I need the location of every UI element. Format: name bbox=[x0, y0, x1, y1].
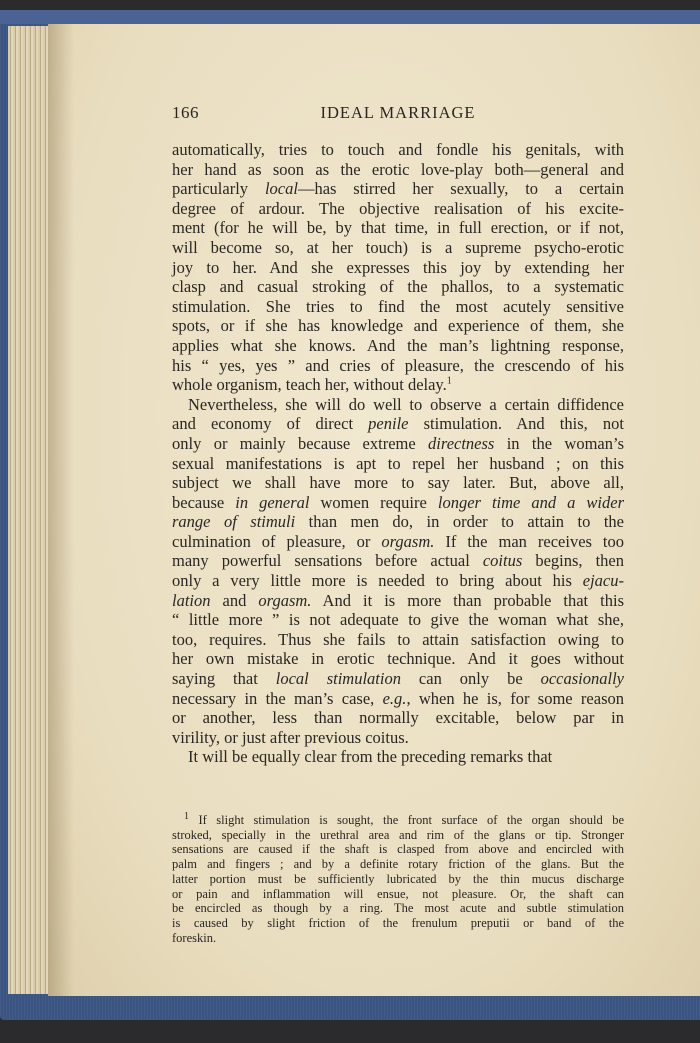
text-span: or pain and inflammation will ensue, not pleasure. Or, the shaft can bbox=[172, 886, 624, 901]
footnote-line bbox=[172, 828, 624, 843]
footnote-marker: 1 bbox=[446, 375, 452, 387]
text-span: can only be bbox=[400, 669, 541, 689]
italic-text: penile bbox=[368, 414, 409, 434]
text-span: only or mainly because extreme bbox=[172, 433, 429, 453]
italic-text: orgasm. bbox=[258, 590, 312, 610]
text-span: women require bbox=[309, 492, 438, 512]
body-line bbox=[172, 395, 624, 415]
body-text bbox=[172, 140, 624, 767]
text-span: clasp and casual stroking of the phallos, to a systematic bbox=[172, 277, 624, 297]
text-span: ment (for he will be, by that time, in full erection, or if not, bbox=[172, 218, 624, 238]
text-span: only a very little more is needed to bring about his bbox=[172, 571, 583, 591]
page-header bbox=[172, 103, 624, 127]
body-line bbox=[172, 747, 624, 767]
page-number: 166 bbox=[172, 103, 199, 122]
body-line bbox=[172, 591, 624, 611]
text-span: palm and fingers ; and by a definite rotary friction of the glans. But the bbox=[172, 857, 624, 872]
body-line bbox=[172, 277, 624, 297]
body-line bbox=[172, 356, 624, 376]
italic-text: occasionally bbox=[540, 669, 625, 689]
footnote-line bbox=[172, 887, 624, 902]
body-line bbox=[172, 669, 624, 689]
text-span: whole organism, teach her, without delay. bbox=[172, 375, 447, 395]
italic-text: in general bbox=[235, 492, 310, 512]
text-span: is caused by slight friction of the frenulum preputii or band of the bbox=[172, 915, 624, 930]
footnotes bbox=[172, 810, 624, 945]
text-span: and economy of direct bbox=[172, 414, 369, 434]
text-span: her hand as soon as the erotic love-play both—general and bbox=[172, 159, 624, 179]
text-span: sensations are caused if the shaft is clasped from above and encircled with bbox=[172, 842, 624, 857]
body-line bbox=[172, 493, 624, 513]
text-span: applies what she knows. And the man’s lightning response, bbox=[172, 335, 624, 355]
text-span: latter portion must be sufficiently lubricated by the thin mucus discharge bbox=[172, 871, 624, 886]
text-span: particularly bbox=[172, 179, 265, 199]
body-line bbox=[172, 532, 624, 552]
text-span: culmination of pleasure, or bbox=[172, 531, 382, 551]
text-span: than men do, in order to attain to the bbox=[295, 512, 624, 532]
italic-text: lation bbox=[172, 590, 211, 610]
text-span: and bbox=[210, 590, 259, 610]
footnote-line bbox=[172, 810, 624, 828]
italic-text: longer time and a wider bbox=[437, 492, 624, 512]
text-span: be encircled as though by a ring. The most acute and subtle stimulation bbox=[172, 901, 624, 916]
footnote-line bbox=[172, 901, 624, 916]
text-span: too, requires. Thus she fails to attain satisfaction owing to bbox=[172, 629, 624, 649]
text-span: foreskin. bbox=[172, 930, 217, 945]
text-span: If slight stimulation is sought, the front surface of the organ should be bbox=[189, 813, 624, 827]
text-span: automatically, tries to touch and fondle his genitals, with bbox=[172, 140, 624, 159]
body-line bbox=[172, 414, 624, 434]
text-span: And it is more than probable that this bbox=[311, 590, 624, 610]
text-span: “ little more ” is not adequate to give the woman what she, bbox=[172, 610, 624, 630]
footnote-line bbox=[172, 857, 624, 872]
text-span: If the man receives too bbox=[434, 531, 625, 551]
body-line bbox=[172, 571, 624, 591]
text-span: in the woman’s bbox=[494, 433, 624, 453]
text-span: degree of ardour. The objective realisation of his excite- bbox=[172, 198, 624, 218]
body-line bbox=[172, 238, 624, 258]
italic-text: local bbox=[264, 179, 298, 199]
italic-text: orgasm. bbox=[381, 531, 435, 551]
page-edges bbox=[8, 26, 52, 994]
body-line bbox=[172, 375, 624, 395]
footnote-line bbox=[172, 916, 624, 931]
body-line bbox=[172, 140, 624, 160]
body-line bbox=[172, 160, 624, 180]
text-span: will become so, at her touch) is a supreme psycho-erotic bbox=[172, 237, 624, 257]
body-line bbox=[172, 179, 624, 199]
text-span: necessary in the man’s case, bbox=[172, 688, 383, 708]
text-span: many powerful sensations before actual bbox=[172, 551, 483, 571]
body-line bbox=[172, 316, 624, 336]
text-span: his “ yes, yes ” and cries of pleasure, the crescendo of his bbox=[172, 355, 624, 375]
text-span: It will be equally clear from the preceding remarks that bbox=[188, 747, 553, 767]
text-span: spots, or if she has knowledge and experience of them, she bbox=[172, 316, 624, 336]
body-line bbox=[172, 728, 624, 748]
text-span: virility, or just after previous coitus. bbox=[172, 727, 409, 747]
text-span: joy to her. And she expresses this joy by extending her bbox=[172, 257, 624, 277]
text-span: stimulation. And this, not bbox=[408, 414, 624, 434]
text-span: begins, then bbox=[522, 551, 624, 571]
text-span: or another, less than normally excitable, below par in bbox=[172, 708, 624, 728]
footnote-line bbox=[172, 931, 624, 946]
running-head: IDEAL MARRIAGE bbox=[320, 103, 476, 122]
body-line bbox=[172, 454, 624, 474]
book-cover-top-edge bbox=[0, 10, 700, 24]
body-line bbox=[172, 630, 624, 650]
text-span: stimulation. She tries to find the most acutely sensitive bbox=[172, 296, 624, 316]
text-span: sexual manifestations is apt to repel her husband ; on this bbox=[172, 453, 624, 473]
body-line bbox=[172, 689, 624, 709]
italic-text: directness bbox=[428, 433, 495, 453]
body-line bbox=[172, 199, 624, 219]
footnote-line bbox=[172, 872, 624, 887]
text-span: saying that bbox=[172, 669, 276, 689]
body-line bbox=[172, 336, 624, 356]
page-gutter-shadow bbox=[48, 24, 74, 996]
body-line bbox=[172, 649, 624, 669]
footnote-line bbox=[172, 842, 624, 857]
text-span: Nevertheless, she will do well to observe a certain diffidence bbox=[188, 394, 624, 414]
italic-text: range of stimuli bbox=[172, 512, 296, 532]
text-span: stroked, specially in the urethral area and rim of the glans or tip. Stronger bbox=[172, 827, 624, 842]
italic-text: coitus bbox=[482, 551, 523, 571]
text-span: her own mistake in erotic technique. And it goes without bbox=[172, 649, 624, 669]
body-line bbox=[172, 512, 624, 532]
body-line bbox=[172, 434, 624, 454]
italic-text: local stimulation bbox=[275, 669, 401, 689]
italic-text: ejacu- bbox=[582, 571, 624, 591]
body-line bbox=[172, 258, 624, 278]
text-span: —has stirred her sexually, to a certain bbox=[297, 179, 625, 199]
body-line bbox=[172, 610, 624, 630]
body-line bbox=[172, 551, 624, 571]
text-span: subject we shall have more to say later. But, above all, bbox=[172, 473, 624, 493]
text-span: , when he is, for some reason bbox=[406, 688, 624, 708]
body-line bbox=[172, 218, 624, 238]
body-line bbox=[172, 297, 624, 317]
text-span: because bbox=[172, 492, 236, 512]
italic-text: e.g. bbox=[382, 688, 407, 708]
body-line bbox=[172, 708, 624, 728]
body-line bbox=[172, 473, 624, 493]
footnote-marker: 1 bbox=[184, 810, 189, 822]
